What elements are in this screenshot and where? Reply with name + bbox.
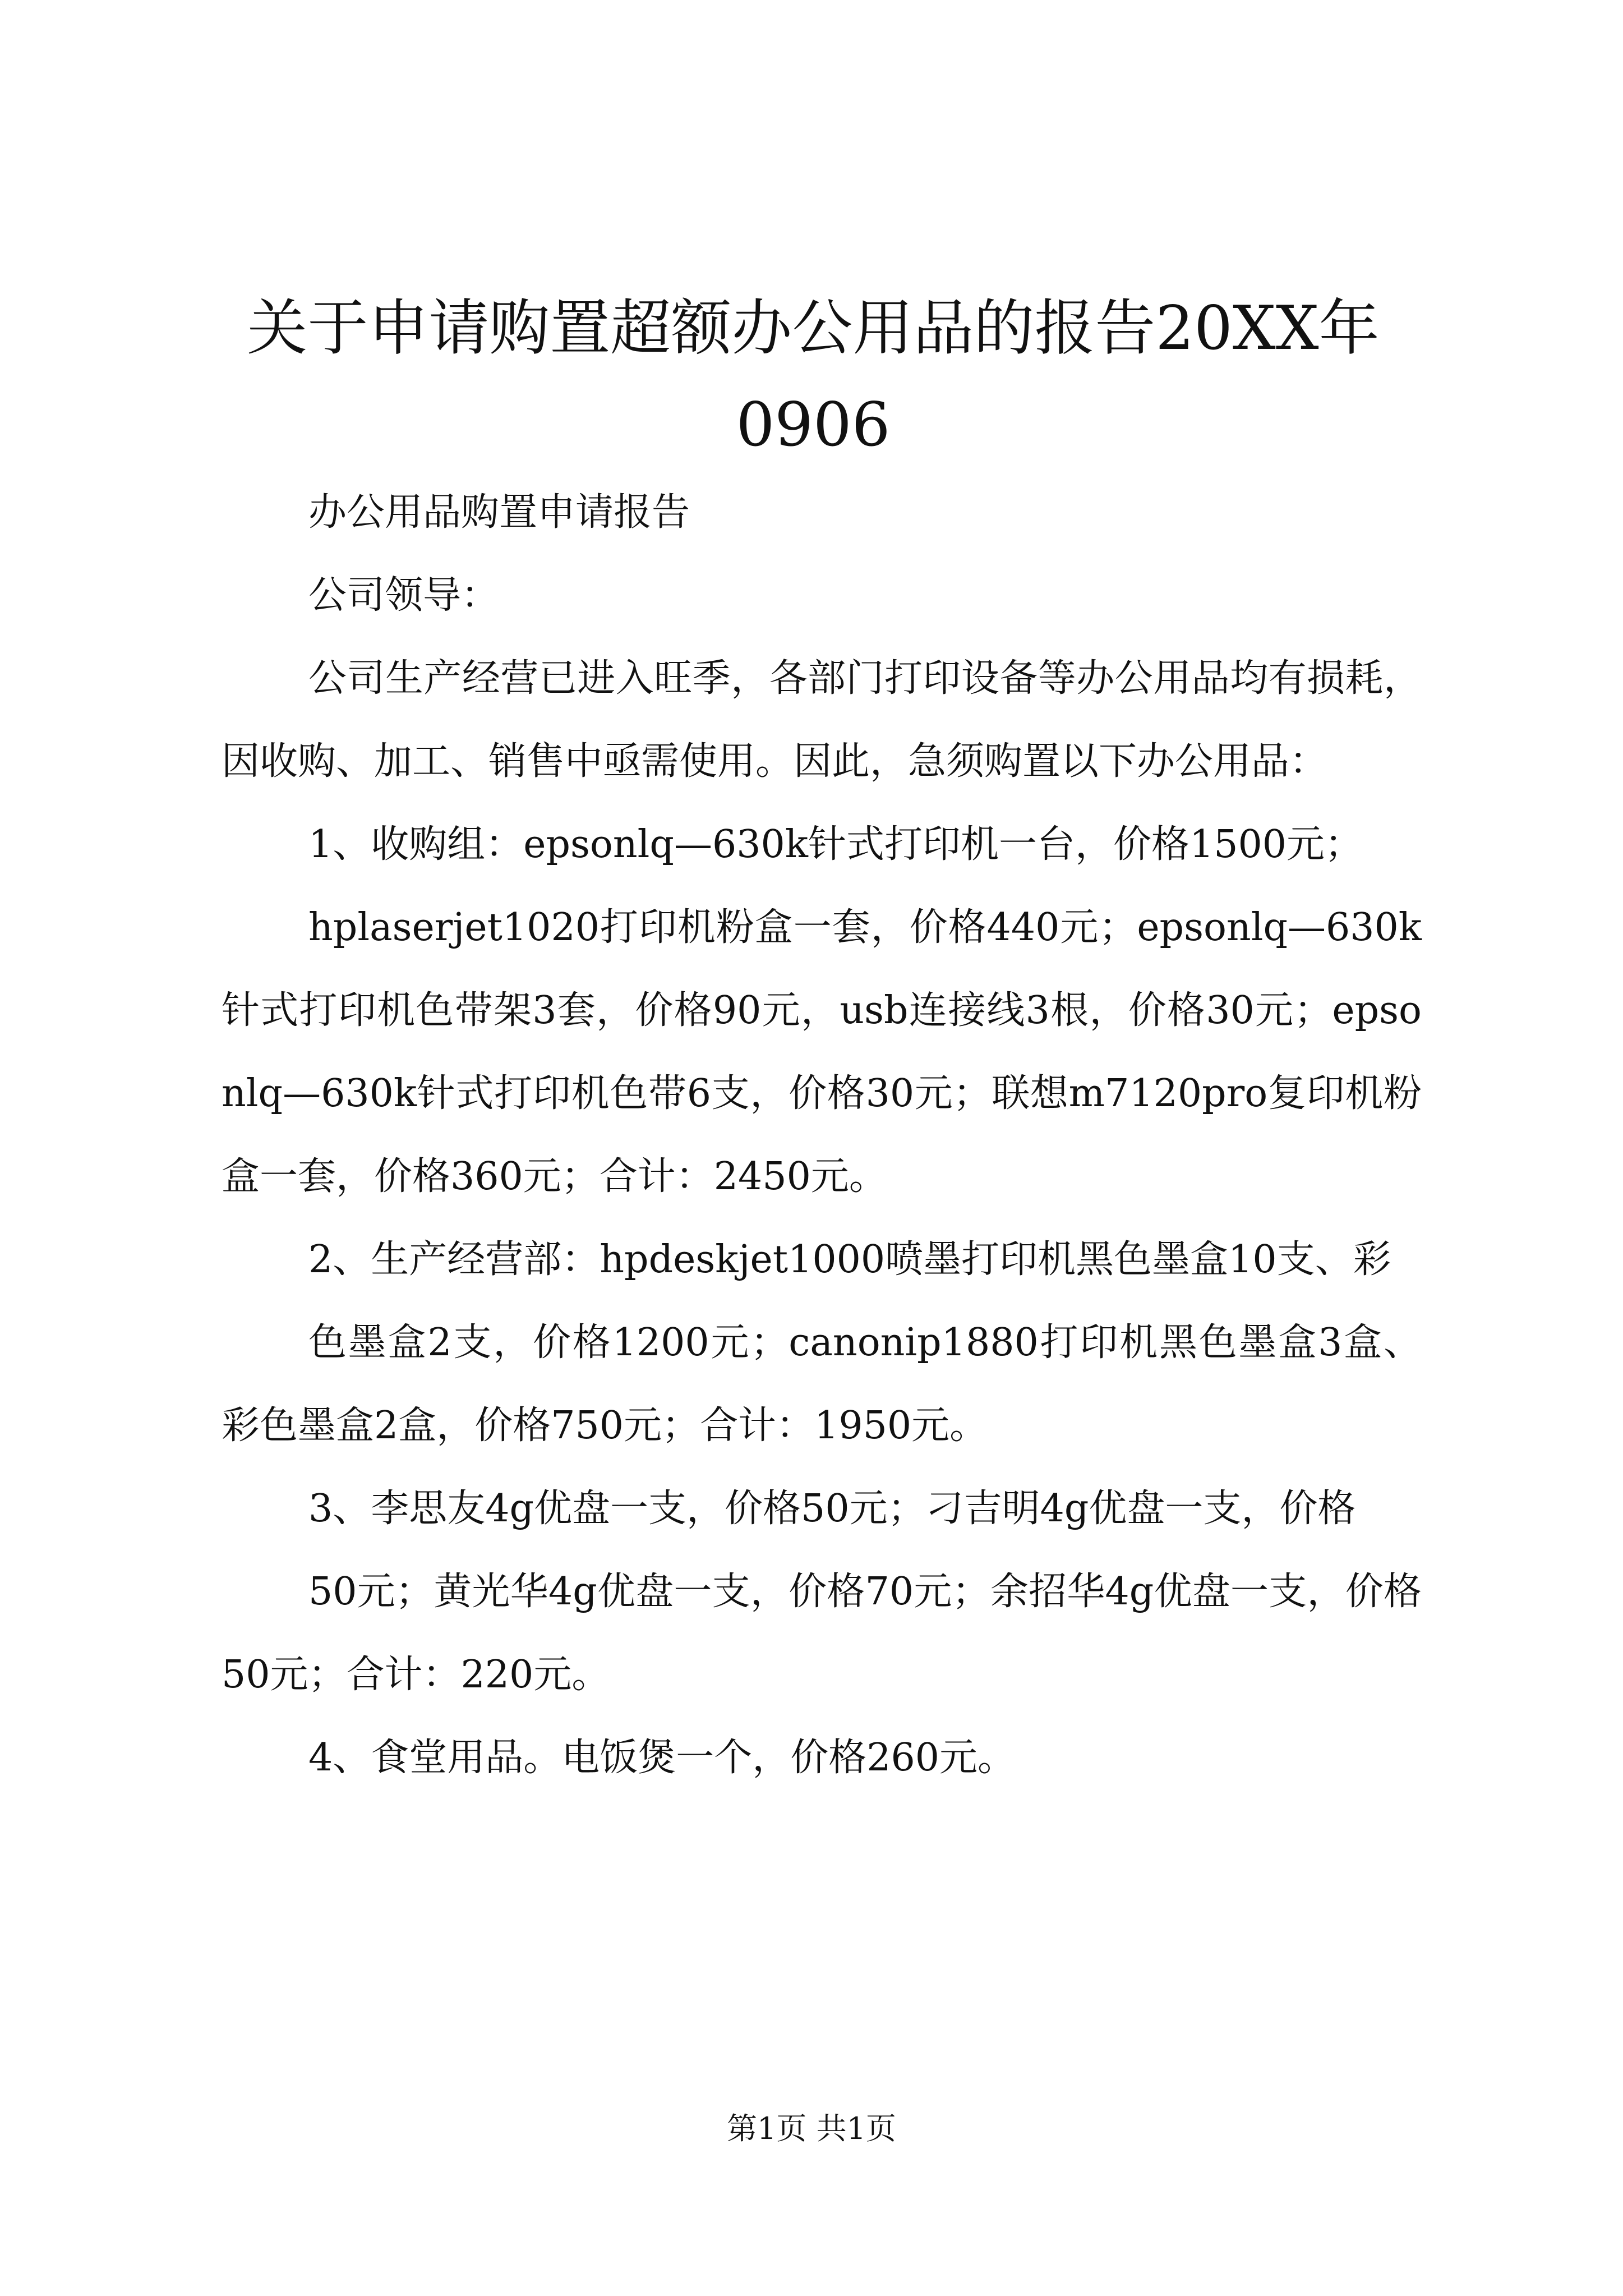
item-1-heading: 1、收购组：epsonlq—630k针式打印机一台，价格1500元； [308, 822, 1363, 867]
item-2-details: 色墨盒2支，价格1200元；canonip1880打印机黑色墨盒3盒、彩色墨盒2盒，价格750元；合计：1950元。 [222, 1320, 1422, 1448]
document-title: 关于申请购置超额办公用品的报告20XX年0906 [247, 293, 1380, 460]
item-1-details: hplaserjet1020打印机粉盒一套，价格440元；epsonlq—630k针式打印机色带架3套，价格90元，usb连接线3根，价格30元；epsonlq—630k针式打印机色带6支，价格30元；联想m7120pro复印机粉盒一套，价格360元；合计：2450元。 [222, 905, 1422, 1199]
item-3-heading: 3、李思友4g优盘一支，价格50元；刁吉明4g优盘一支，价格 [308, 1487, 1356, 1531]
item-4-paragraph: 4、食堂用品。电饭煲一个，价格260元。 [308, 1736, 1016, 1780]
salutation: 公司领导： [308, 573, 500, 618]
item-2-heading: 2、生产经营部：hpdeskjet1000喷墨打印机黑色墨盒10支、彩 [308, 1237, 1391, 1282]
report-heading: 办公用品购置申请报告 [308, 490, 690, 535]
document-body [222, 471, 1422, 1800]
page-footer: 第1页 共1页 [727, 2111, 896, 2146]
item-3-details: 50元；黄光华4g优盘一支，价格70元；余招华4g优盘一支，价格50元；合计：220元。 [222, 1570, 1422, 1697]
intro-paragraph: 公司生产经营已进入旺季，各部门打印设备等办公用品均有损耗，因收购、加工、销售中亟需使用。因此，急须购置以下办公用品： [222, 656, 1422, 784]
